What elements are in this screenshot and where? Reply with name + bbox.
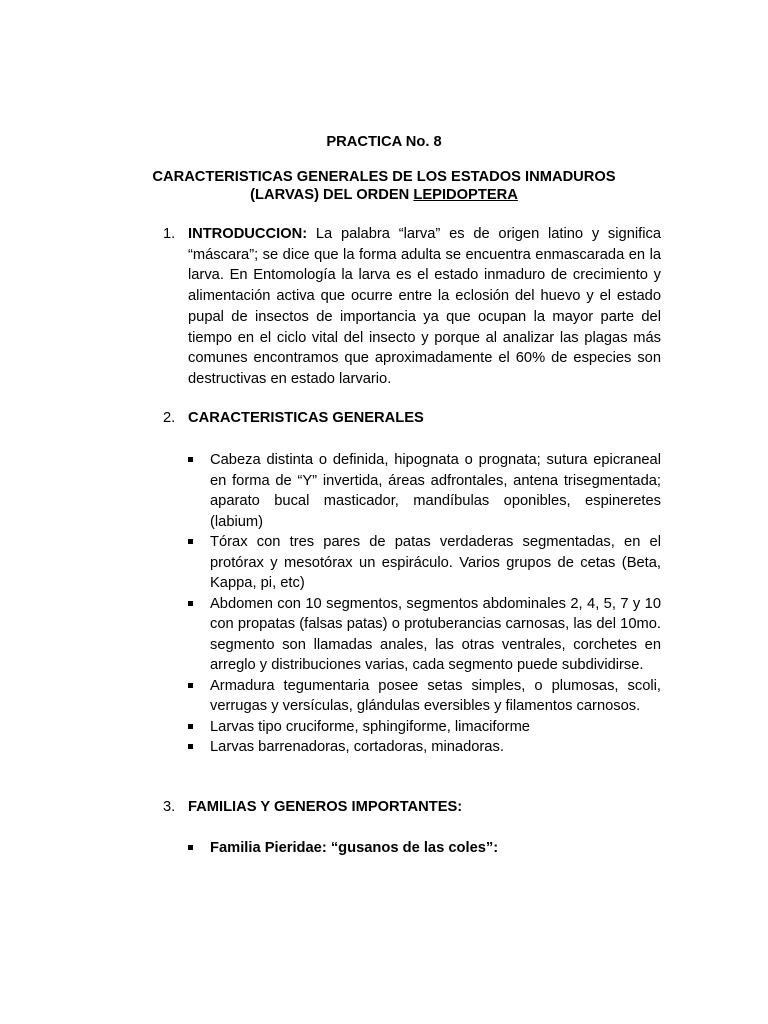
- list-item: [186, 532, 661, 594]
- section-body: [188, 224, 661, 390]
- list-item-text: Larvas tipo cruciforme, sphingiforme, limaciforme: [210, 718, 530, 735]
- characteristics-list: [186, 450, 661, 758]
- section-text: La palabra “larva” es de origen latino y significa “máscara”; se dice que la forma adulta se encuentra enmascarada en la larva. En Entomología la larva es el estado inmaduro de crecimiento y alimentación activa que ocurre entre la eclosión del huevo y el estado pupal de insectos de importancia ya que ocupan la mayor parte del tiempo en el ciclo vital del insecto y porque al analizar las plagas más comunes encontramos que aproximadamente el 60% de especies son destructivas en estado larvario.: [188, 226, 661, 387]
- list-item-text: Tórax con tres pares de patas verdaderas segmentadas, en el protórax y mesotórax un espiráculo. Varios grupos de cetas (Beta, Kappa, pi, etc): [210, 534, 661, 591]
- list-item: [186, 737, 661, 758]
- list-item-text: Larvas barrenadoras, cortadoras, minadoras.: [210, 739, 504, 755]
- subtitle-order: LEPIDOPTERA: [413, 187, 518, 203]
- list-item: [186, 717, 661, 738]
- section-heading: CARACTERISTICAS GENERALES: [188, 410, 424, 426]
- list-item-text: Familia Pieridae: “gusanos de las coles”:: [210, 840, 499, 856]
- bullet-square-icon: [188, 601, 193, 606]
- section-heading: INTRODUCCION:: [188, 226, 308, 242]
- list-item-text: Abdomen con 10 segmentos, segmentos abdominales 2, 4, 5, 7 y 10 con propatas (falsas patas) o protuberancias carnosas, las del 10mo. segmento son llamadas anales, las otras ventrales, corchetes en arreglo y distribuciones varias, cada segmento puede subdividirse.: [210, 595, 661, 673]
- bullet-square-icon: [188, 845, 193, 850]
- list-item-text: Cabeza distinta o definida, hipognata o prognata; sutura epicraneal en forma de “Y” invertida, áreas adfrontales, antena trisegmentada; aparato bucal masticador, mandíbulas oponibles, espineretes (labium): [210, 452, 661, 530]
- list-item: [186, 594, 661, 676]
- section-number: 1.: [163, 226, 176, 242]
- document-subtitle-line1: CARACTERISTICAS GENERALES DE LOS ESTADOS INMADUROS: [152, 169, 616, 185]
- bullet-square-icon: [188, 539, 193, 544]
- section-number: 3.: [163, 799, 176, 815]
- list-item: [186, 676, 661, 717]
- families-list: [186, 838, 661, 859]
- section-caracteristicas: [163, 408, 661, 429]
- bullet-square-icon: [188, 457, 193, 462]
- list-item: [186, 838, 661, 859]
- list-item: [186, 450, 661, 532]
- section-heading: FAMILIAS Y GENEROS IMPORTANTES:: [188, 799, 463, 815]
- section-number: 2.: [163, 410, 176, 426]
- document-subtitle-line2: [0, 187, 768, 204]
- bullet-square-icon: [188, 683, 193, 688]
- section-familias: [163, 797, 661, 818]
- bullet-square-icon: [188, 744, 193, 749]
- list-item-text: Armadura tegumentaria posee setas simples, o plumosas, scoli, verrugas y versículas, glándulas eversibles y filamentos carnosos.: [210, 677, 661, 714]
- subtitle-prefix: (LARVAS) DEL ORDEN: [250, 187, 414, 203]
- bullet-square-icon: [188, 724, 193, 729]
- practice-title: PRACTICA No. 8: [326, 134, 442, 150]
- section-introduccion: [163, 224, 661, 390]
